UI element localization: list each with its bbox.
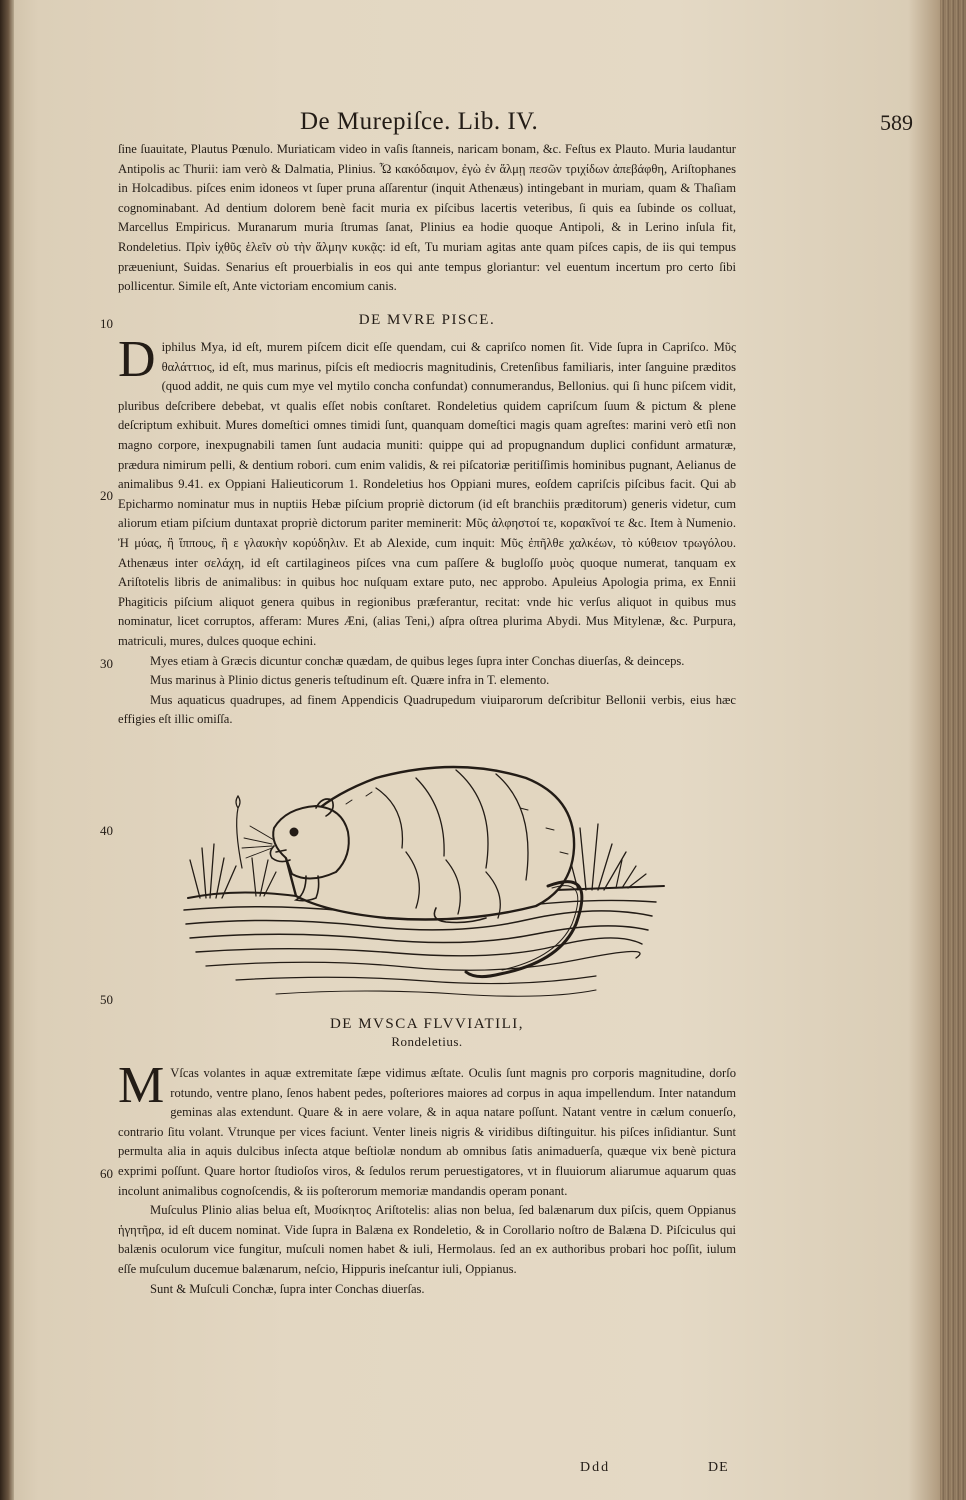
water-mouse-woodcut [176,748,670,1008]
section-title-mure-pisce: DE MVRE PISCE. [358,312,496,328]
paragraph: Muſculus Plinio alias belua eſt, Μυσίκητος Ariſtotelis: alias non belua, ſed balænarum dux piſcis, quem Oppianus ἡγητῆρα, id eſt ducem nominat. Vide ſupra in Balæna ex Rondeletio, & in Corollario noſtro de Balæna D. Piſciculus qui balænis oculorum vice fungitur, muſculi nomen habet & iuli, Hermolaus. ſed an ex authoribus probari hoc poſſit, iulum eſſe muſculum ducemue balænarum, neſcio, Hippuris ineſcantur iuli, Oppianus. [118,1203,736,1276]
book-spine [0,0,14,1500]
paragraph-text: Vſcas volantes in aquæ extremitate ſæpe vidimus æſtate. Oculis ſunt magnis pro corporis magnitudine, dorſo rotundo, ventre plano, ſenos habent pedes, poſteriores maiores ad corpus in aqua impellendum. Inter natandum geminas alas extendunt. Quare & in aere volare, & in aqua natare poſſunt. Natant ventre in cælum conuerſo, contrario ſitu volant. Vtrunque per vices faciunt. Venter lineis nigris & viridibus diſtinguitur. his piſces inſidiantur. Sunt permulta alia in aquis dulcibus inſecta atque beſtiolæ nondum ab omnibus ſatis animaduerſa, quæque vix benè pictura exprimi poſſunt. Quare hortor ſtudioſos viros, & ſedulos rerum peruestigatores, vt in fluuiorum aliarumue aquarum quas incolunt animalibus cognoſcendis, & iis poſterorum memoriæ mandandis operam ponant. [118,1066,736,1198]
running-head: De Murepiſce. Lib. IV. [300,108,539,135]
paragraph: Mus aquaticus quadrupes, ad finem Appendicis Quadrupedum viuiparorum deſcribitur Bellonii verbis, eius hæc effigies eſt illic omiſſa. [118,692,736,727]
section-title-musca: DE MVSCA FLVVIATILI, [329,1016,525,1032]
paragraph: Sunt & Muſculi Conchæ, ſupra inter Conchas diuerſas. [150,1281,425,1296]
catchword: DE [708,1460,729,1475]
signature-mark: Ddd [580,1460,611,1475]
margin-number: 50 [100,992,113,1007]
margin-number: 10 [100,316,113,331]
margin-number: 40 [100,823,113,838]
paragraph [118,1057,736,1201]
section-mure-pisce-body [118,331,736,730]
section-musca-body [118,1057,736,1299]
paragraph-text: iphilus Mya, id eſt, murem piſcem dicit eſſe quendam, cui & capriſco nomen ſit. Vide ſupra in Capriſco. Μῦς θαλάττιος, id eſt, mus marinus, piſcis eſt mediocris magnitudinis, Cretenſibus familiaris, inter ſanguine præditos (quod addit, ne quis cum mye vel mytilo concha confundat) connumerandus, Bellonius. qui ſi hunc piſcem vidit, pluribus deſcribere debebat, vt qualis eſſet nobis conſtaret. Rondeletius quidem capriſcum ſuum & pictum & plene deſcriptum exhibuit. Mures domeſtici omnes timidi ſunt, quanquam domeſtici magis quam agreſtes: marini verò etſi non magno corpore, inexpugnabili tamen ſunt audacia muniti: quippe qui ad propugnandum duplici confidunt armaturæ, prædura nimirum pelli, & dentium robori. cum enim validis, & rei piſcatoriæ peritiſſimis hominibus pugnant, Aelianus de animalibus 9.41. ex Oppiani Halieuticorum 1. Rondeletius hos Oppiani mures, eoſdem capriſcis piſcibus facit. Qui ab Epicharmo nominatur mus in nuptiis Hebæ piſcium propriè dictorum (id eſt branchiis præditorum) generis videtur, cum aliorum etiam piſcium duntaxat propriè dictorum pariter meminerit: Μῦς ἀλφηστοί τε, κορακῖνοί τε &c. Item à Numenio. Ἠ μύας, ἢ ἵππους, ἢ ε γλαυκὴν κορύδηλιν. Et ab Alexide, cum inquit: Μῦς ἐπῆλθε χαλκέων, τὸ κύθειον τρωγόλου. Athenæus inter σελάχη, id eſt cartilagineos piſces vna cum paſſere & bugloſſo μυὸς quoque numerat, tanquam ex Ariſtotelis libris de animalibus: in quibus hoc nuſquam extare puto, nec approbo. Apuleius Apologia prima, ex Ennii Phagiticis piſcium aliquot genera quibus in regionibus præferantur, recitat: vnde hic verſus aliquot in quibus mus nominatur, licet corruptos, afferam: Mures Æni, (alias Teni,) aſpra oſtrea plurima Abydi. Mus Mitylenæ, &c. Purpura, matriculi, mures, dulces quoque echini. [118,340,736,648]
top-paragraph: ſine ſuauitate, Plautus Pœnulo. Muriaticam video in vaſis ſtanneis, naricam bonam, &c. Feſtus ex Plauto. Muria laudantur Antipolis ac Thurii: iam verò & Dalmatia, Plinius. Ὦ κακόδαιμον, ἐγὼ ἐν ἅλμῃ πεσῶν τριχίδων ἀπεβάφθη, Ariſtophanes in Holcadibus. piſces enim idoneos vt ſuper pruna aſſarentur (inquit Athenæus) intingebant in muriam, quam & Thaſiam cognominabant. Ad dentium dolorem benè facit muria ex piſcibus lacertis veteribus, ſi quis ea ſubinde os colluat, Marcellus Empiricus. Muranarum muria ſtrumas ſanat, Plinius ea hodie quoque Antipoli, & in Lerino inſula fit, Rondeletius. Πρὶν ἰχθῦς ἑλεῖν σὺ τὴν ἅλμην κυκᾷς: id eſt, Tu muriam agitas ante quam piſces capis, de iis qui tempus præueniunt, Suidas. Senarius eſt prouerbialis in eos qui ante tempus gloriantur: vel euentum incertum pro certo ſibi pollicentur. Simile eſt, Ante victoriam encomium canis. [118,142,736,294]
page-edges [940,0,966,1500]
section-subtitle-author: Rondeletius. [391,1034,463,1049]
page-number: 589 [880,110,913,135]
drop-cap: M [118,1057,165,1114]
margin-number: 60 [100,1166,113,1181]
paragraph [118,331,736,652]
paragraph: Mus marinus à Plinio dictus generis teſtudinum eſt. Quære infra in T. elemento. [150,673,550,688]
top-text-block [118,140,736,297]
margin-number: 30 [100,656,113,671]
margin-number: 20 [100,488,113,503]
drop-cap: D [118,331,156,388]
paragraph: Myes etiam à Græcis dicuntur conchæ quædam, de quibus leges ſupra inter Conchas diuerſas, & deinceps. [150,653,685,668]
